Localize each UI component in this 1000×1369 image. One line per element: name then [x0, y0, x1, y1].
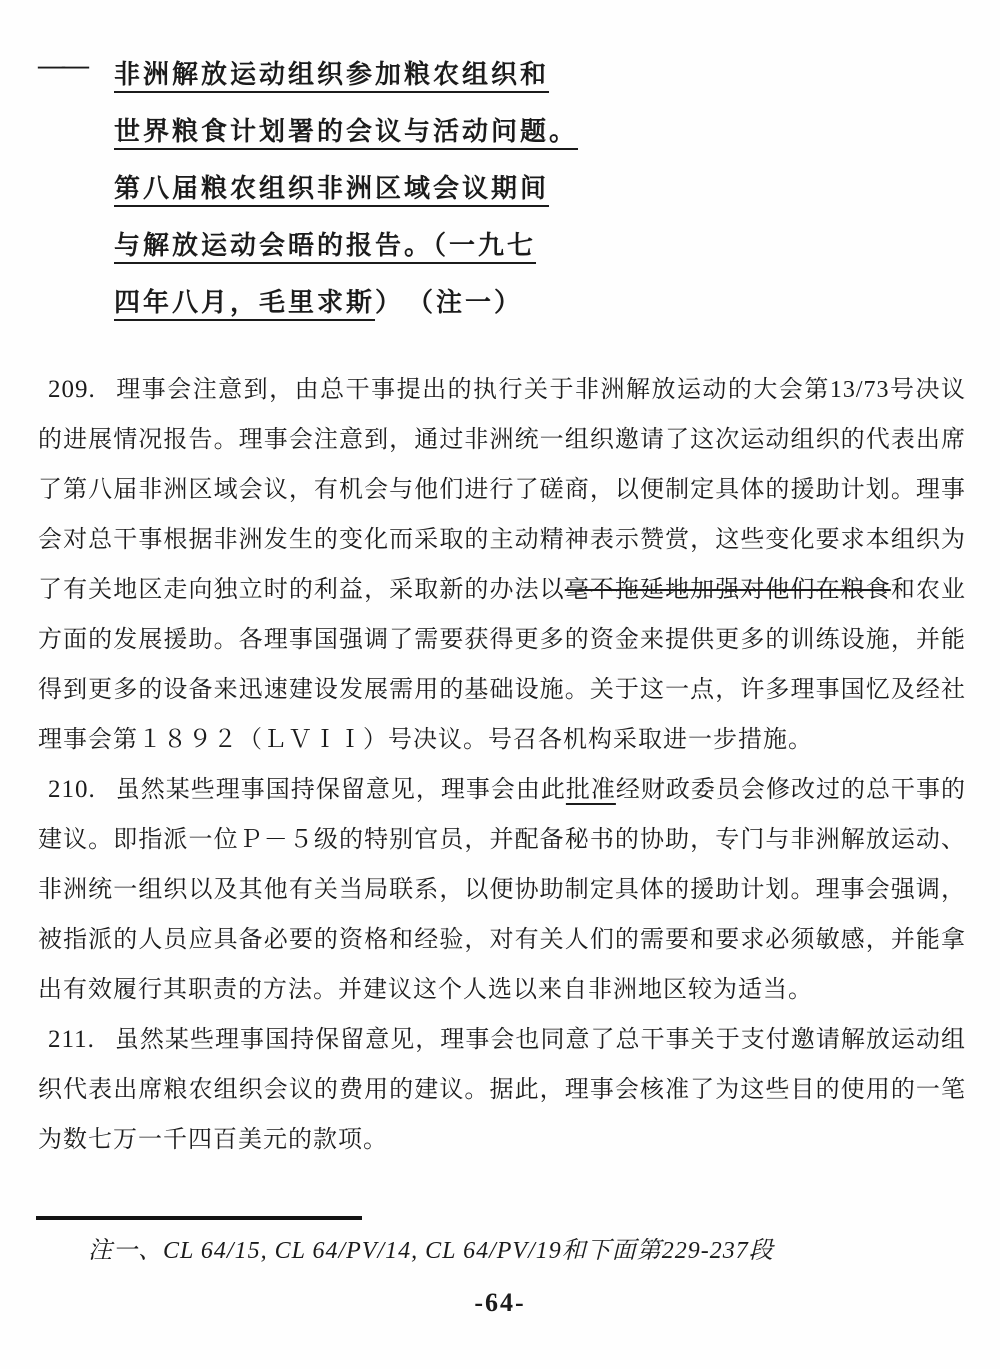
paragraph-number: 211. — [48, 1026, 95, 1053]
paragraph — [38, 365, 966, 765]
title-block — [38, 46, 966, 331]
title-line — [114, 46, 966, 103]
footnote-area — [36, 1216, 972, 1265]
underlined-text: 世界粮食计划署的会议与活动问题。 — [114, 117, 579, 146]
text-run: 虽然某些理事国持保留意见，理事会由此 — [115, 777, 566, 803]
title-line — [114, 217, 966, 274]
paragraphs-container — [38, 365, 966, 1165]
underlined-text: 与解放运动会晤的报告。（一九七 — [114, 231, 537, 260]
list-dash: —— — [38, 50, 86, 80]
title-lines — [114, 46, 966, 331]
underlined-text: 第八届粮农组织非洲区域会议期间 — [114, 174, 550, 203]
footnote-text: 注一、CL 64/15, CL 64/PV/14, CL 64/PV/19和下面第229-237段 — [88, 1238, 774, 1264]
paragraph — [38, 765, 966, 1015]
underlined-text: 非洲解放运动组织参加粮农组织和 — [114, 60, 550, 89]
paragraph-number: 209. — [48, 376, 96, 403]
title-line — [114, 274, 966, 331]
paragraph — [38, 1015, 966, 1165]
footnote-divider — [36, 1216, 362, 1220]
text-run: 虽然某些理事国持保留意见，理事会也同意了总干事关于支付邀请解放运动组织代表出席粮农组织会议的费用的建议。据此，理事会核准了为这些目的使用的一笔为数七万一千四百美元的款项。 — [38, 1027, 966, 1153]
text-run: 理事会注意到，由总干事提出的执行关于非洲解放运动的大会第13/73号决议的进展情况报告。理事会注意到，通过非洲统一组织邀请了这次运动组织的代表出席了第八届非洲区域会议，有机会与他们进行了磋商，以便制定具体的援助计划。理事会对总干事根据非洲发生的变化而采取的主动精神表示赞赏，这些变化要求本组织为了有关地区走向独立时的利益，采取新的办法以 — [38, 377, 966, 603]
underlined-text: 批准 — [565, 777, 616, 803]
text-run: ） （注一） — [375, 288, 524, 317]
text-run: 经财政委员会修改过的总干事的建议。即指派一位Ｐ－５级的特别官员，并配备秘书的协助，专门与非洲解放运动、非洲统一组织以及其他有关当局联系，以便协助制定具体的援助计划。理事会强调，被指派的人员应具备必要的资格和经验，对有关人们的需要和要求必须敏感，并能拿出有效履行其职责的方法。并建议这个人选以来自非洲地区较为适当。 — [38, 777, 967, 1003]
paragraph-number: 210. — [48, 776, 96, 803]
title-line — [114, 160, 966, 217]
underlined-text: 四年八月，毛里求斯 — [114, 288, 376, 317]
title-line — [114, 103, 966, 160]
struck-text: 毫不拖延地加强对他们在粮食 — [564, 577, 891, 603]
page-number: -64- — [474, 1288, 526, 1317]
text-run: 和农业方面的发展援助。各理事国强调了需要获得更多的资金来提供更多的训练设施，并能得到更多的设备来迅速建设发展需用的基础设施。关于这一点，许多理事国忆及经社理事会第１８９２（ＬＶＩＩ）号决议。号召各机构采取进一步措施。 — [38, 577, 967, 753]
